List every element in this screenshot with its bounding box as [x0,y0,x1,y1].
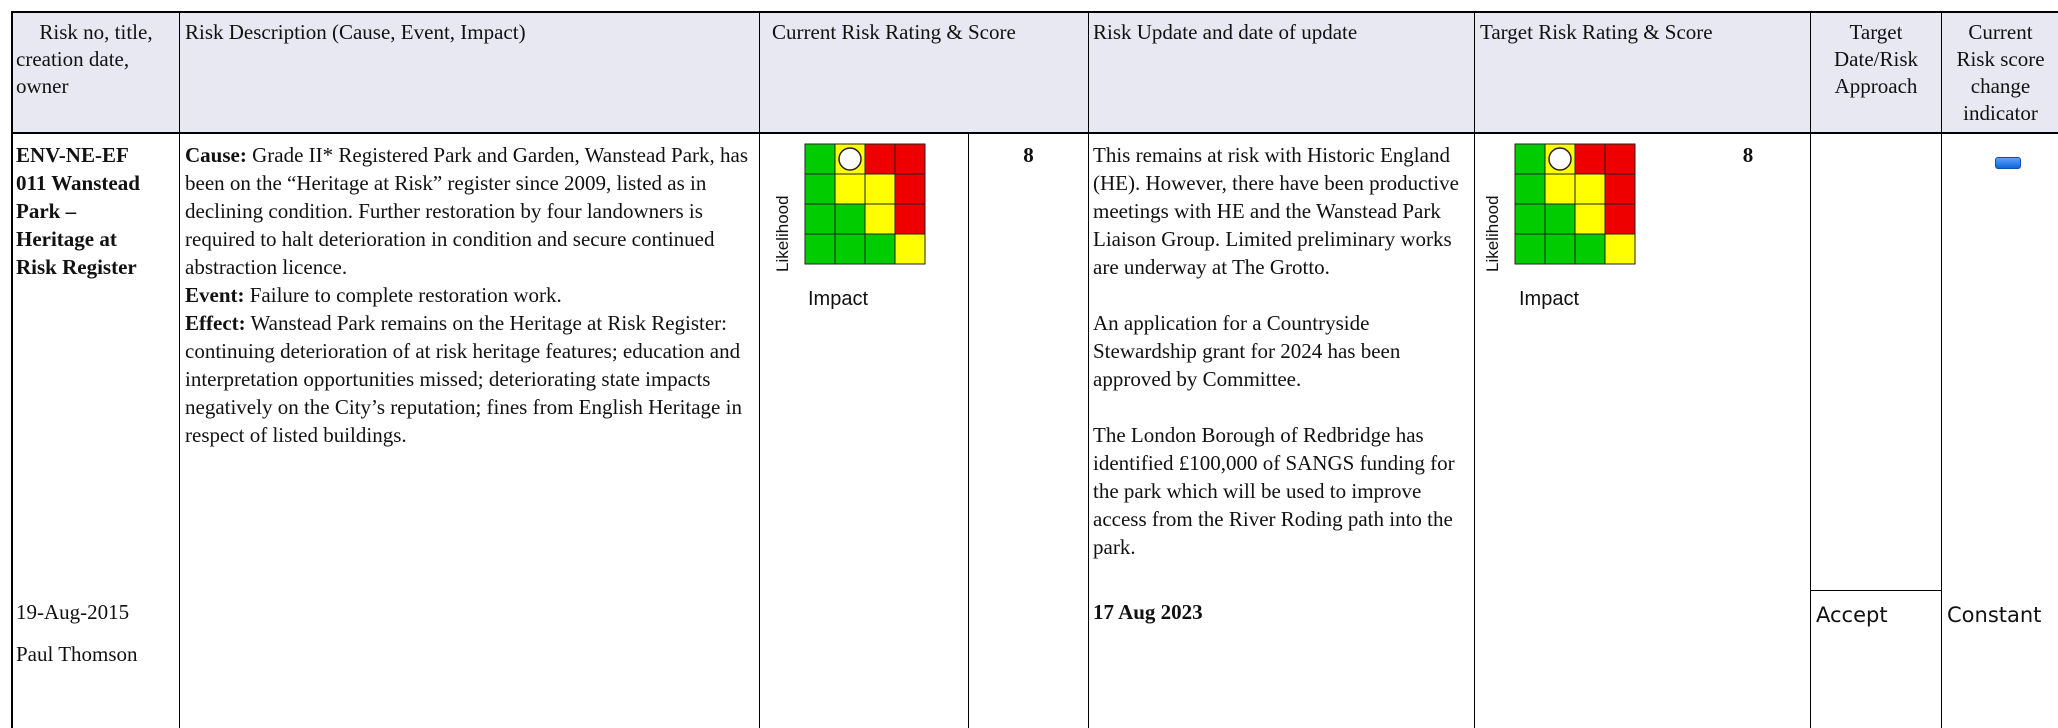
current-matrix-cell-2-3 [895,204,925,234]
col-line-4 [1474,11,1475,728]
target-matrix-cell-2-3 [1605,204,1635,234]
col-line-2 [759,11,760,728]
header-target-rating: Target Risk Rating & Score [1480,20,1713,44]
header-current-rating: Current Risk Rating & Score [772,20,1016,44]
target-matrix-cell-1-2 [1575,174,1605,204]
table-border-top [11,11,2058,13]
target-matrix-cell-2-0 [1515,204,1545,234]
current-matrix-cell-3-1 [835,234,865,264]
current-matrix-cell-1-2 [865,174,895,204]
update-paragraph-1: This remains at risk with Historic England (HE). However, there have been productive meetings with HE and the Wanstead Park Liaison Group. Limited preliminary works are underway at The Grotto. [1093,143,1459,279]
header-divider [11,132,2058,134]
current-matrix-cell-1-1 [835,174,865,204]
target-matrix-cell-0-3 [1605,144,1635,174]
current-matrix-cell-3-3 [895,234,925,264]
creation-date: 19-Aug-2015 [16,600,130,624]
target-likelihood-label: Likelihood [1483,195,1502,272]
target-date-divider [1810,590,1941,591]
risk-owner: Paul Thomson [16,642,138,666]
target-matrix-svg [1514,143,1636,265]
header-target-date: Target Date/Risk Approach [1834,20,1918,98]
risk-approach: Accept [1816,603,1888,627]
target-matrix-cell-1-3 [1605,174,1635,204]
header-score-change: Current Risk score change indicator [1956,20,2045,125]
current-matrix-cell-0-2 [865,144,895,174]
col-line-0 [11,11,13,728]
current-likelihood-label: Likelihood [773,195,792,272]
current-matrix-cell-3-2 [865,234,895,264]
effect-label: Effect: [185,311,246,335]
target-matrix-cell-2-1 [1545,204,1575,234]
header-risk-no: Risk no, title, creation date, owner [16,20,153,98]
col-line-6 [1941,11,1942,728]
col-line-1 [179,11,180,728]
target-matrix-cell-1-1 [1545,174,1575,204]
current-matrix-cell-1-0 [805,174,835,204]
target-impact-label: Impact [1519,288,1580,310]
current-matrix-cell-3-0 [805,234,835,264]
risk-title: ENV-NE-EF 011 Wanstead Park – Heritage at Risk Register [16,143,140,279]
col-line-3 [1088,11,1089,728]
current-matrix-cell-0-3 [895,144,925,174]
update-paragraph-2: An application for a Countryside Stewardship grant for 2024 has been approved by Committee. [1093,311,1401,391]
target-matrix-cell-1-0 [1515,174,1545,204]
score-change-indicator-icon [1995,157,2021,169]
target-matrix-cell-3-0 [1515,234,1545,264]
event-text: Failure to complete restoration work. [244,283,562,307]
target-matrix-cell-3-2 [1575,234,1605,264]
current-risk-matrix [804,143,926,270]
current-risk-score: 8 [1023,143,1034,167]
target-matrix-cell-3-3 [1605,234,1635,264]
header-description: Risk Description (Cause, Event, Impact) [185,20,526,44]
risk-update [1093,141,1473,561]
col-line-5 [1810,11,1811,728]
event-label: Event: [185,283,245,307]
current-matrix-cell-1-3 [895,174,925,204]
target-matrix-cell-3-1 [1545,234,1575,264]
target-matrix-cell-0-2 [1575,144,1605,174]
current-impact-label: Impact [808,288,869,310]
cause-text: Grade II* Registered Park and Garden, Wanstead Park, has been on the “Heritage at Risk” register since 2009, listed as in declining condition. Further restoration by four landowners is required to halt deterioration in condition and secure continued abstraction licence. [185,143,749,279]
current-matrix-cell-2-1 [835,204,865,234]
cause-label: Cause: [185,143,247,167]
target-matrix-cell-0-0 [1515,144,1545,174]
current-risk-marker-icon [839,148,861,170]
update-paragraph-3: The London Borough of Redbridge has identified £100,000 of SANGS funding for the park which will be used to improve access from the River Roding path into the park. [1093,423,1455,559]
col-line-2b [968,133,969,728]
target-matrix-cell-2-2 [1575,204,1605,234]
header-update: Risk Update and date of update [1093,20,1358,44]
score-change-text: Constant [1947,603,2042,627]
target-risk-matrix [1514,143,1636,270]
current-matrix-svg [804,143,926,265]
target-risk-score: 8 [1742,143,1754,167]
current-matrix-cell-2-2 [865,204,895,234]
update-date: 17 Aug 2023 [1093,600,1203,624]
current-matrix-cell-2-0 [805,204,835,234]
target-risk-marker-icon [1549,148,1571,170]
effect-text: Wanstead Park remains on the Heritage at Risk Register: continuing deterioration of at risk heritage features; education and interpretation opportunities missed; deteriorating state impacts negatively on the City’s reputation; fines from English Heritage in respect of listed buildings. [185,311,742,447]
risk-description [185,141,757,449]
current-matrix-cell-0-0 [805,144,835,174]
